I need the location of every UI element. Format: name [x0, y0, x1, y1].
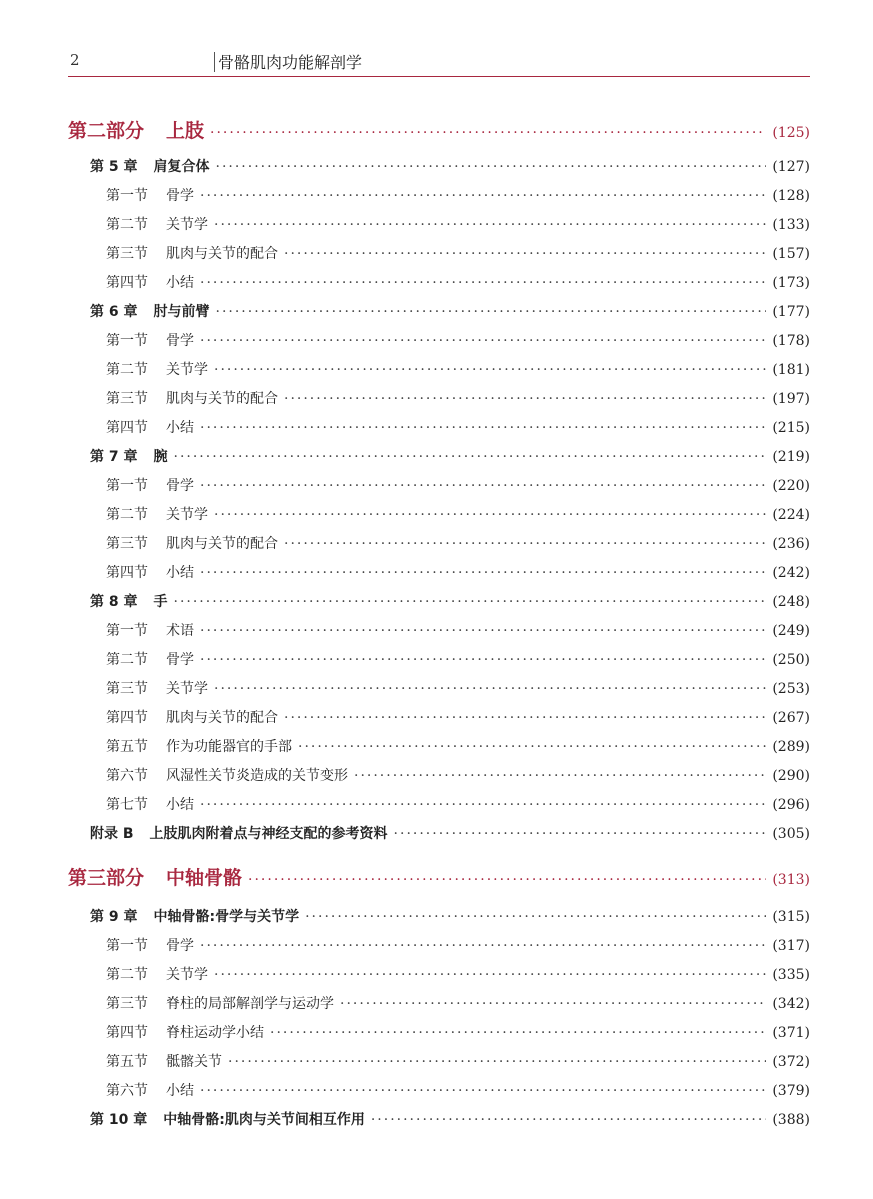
toc-part-row[interactable] [68, 116, 810, 143]
toc-label: 第二部分 [68, 120, 145, 142]
toc-section-row[interactable] [106, 1051, 810, 1071]
toc-title: 上肢肌肉附着点与神经支配的参考资料 [149, 826, 388, 842]
toc-page-number: (133) [772, 217, 810, 233]
toc-page-number: (128) [772, 188, 810, 204]
toc-section-row[interactable] [106, 993, 810, 1013]
toc-title: 关节学 [166, 362, 208, 378]
toc-page-number: (125) [772, 125, 810, 141]
toc-page-number: (250) [772, 652, 810, 668]
dot-leader [284, 536, 766, 552]
toc-entry-text [106, 707, 278, 727]
toc-page-number: (372) [772, 1054, 810, 1070]
dot-leader [248, 872, 766, 888]
toc-label: 第七节 [106, 797, 148, 813]
dot-leader [214, 362, 766, 378]
toc-title: 肌肉与关节的配合 [166, 391, 278, 407]
toc-label: 第一节 [106, 478, 148, 494]
dot-leader [216, 304, 767, 320]
toc-section-row[interactable] [106, 475, 810, 495]
toc-section-row[interactable] [106, 707, 810, 727]
toc-page-number: (315) [772, 909, 810, 925]
toc-title: 小结 [166, 797, 194, 813]
toc-page-number: (224) [772, 507, 810, 523]
toc-entry-text [106, 330, 194, 350]
toc-label: 附录 B [90, 826, 134, 842]
toc-entry-text [106, 359, 208, 379]
toc-title: 骨学 [166, 188, 194, 204]
toc-entry-text [90, 591, 168, 611]
dot-leader [174, 449, 767, 465]
toc-section-row[interactable] [106, 359, 810, 379]
toc-label: 第二节 [106, 217, 148, 233]
running-header [68, 48, 810, 77]
toc-entry-text [106, 964, 208, 984]
toc-label: 第六节 [106, 1083, 148, 1099]
toc-entry-text [106, 272, 194, 292]
dot-leader [284, 710, 766, 726]
toc-label: 第五节 [106, 1054, 148, 1070]
toc-label: 第三节 [106, 536, 148, 552]
toc-page-number: (317) [772, 938, 810, 954]
book-title: 骨骼肌肉功能解剖学 [218, 53, 363, 72]
toc-entry-text [106, 1022, 264, 1042]
toc-section-row[interactable] [106, 649, 810, 669]
toc-label: 第 9 章 [90, 909, 138, 925]
toc-section-row[interactable] [106, 1080, 810, 1100]
dot-leader [284, 246, 766, 262]
dot-leader [200, 333, 766, 349]
toc-title: 脊柱运动学小结 [166, 1025, 264, 1041]
toc-title: 肌肉与关节的配合 [166, 710, 278, 726]
toc-entry-text [90, 823, 388, 843]
toc-label: 第二节 [106, 967, 148, 983]
dot-leader [270, 1025, 766, 1041]
toc-chapter-row[interactable] [90, 823, 810, 843]
dot-leader [284, 391, 766, 407]
toc-entry-text [90, 906, 299, 926]
toc-chapter-row[interactable] [90, 906, 810, 926]
toc-title: 关节学 [166, 217, 208, 233]
toc-label: 第 8 章 [90, 594, 138, 610]
toc-title: 骶髂关节 [166, 1054, 222, 1070]
toc-page-number: (335) [772, 967, 810, 983]
dot-leader [214, 217, 766, 233]
toc-label: 第四节 [106, 275, 148, 291]
toc-entry-text [106, 765, 348, 785]
toc-page-number: (388) [772, 1112, 810, 1128]
toc-page-number: (219) [772, 449, 810, 465]
dot-leader [354, 768, 766, 784]
dot-leader [200, 623, 766, 639]
toc-page-number: (127) [772, 159, 810, 175]
toc-title: 关节学 [166, 681, 208, 697]
dot-leader [214, 681, 766, 697]
toc-section-row[interactable] [106, 562, 810, 582]
toc-section-row[interactable] [106, 330, 810, 350]
toc-entry-text [90, 446, 168, 466]
toc-label: 第 7 章 [90, 449, 138, 465]
toc-title: 脊柱的局部解剖学与运动学 [166, 996, 334, 1012]
toc-entry-text [106, 214, 208, 234]
toc-title: 风湿性关节炎造成的关节变形 [166, 768, 348, 784]
toc-entry-text [90, 301, 210, 321]
toc-title: 肌肉与关节的配合 [166, 246, 278, 262]
toc-entry-text [106, 417, 194, 437]
dot-leader [305, 909, 766, 925]
toc-label: 第三节 [106, 681, 148, 697]
toc-page-number: (173) [772, 275, 810, 291]
toc-page-number: (236) [772, 536, 810, 552]
page-number: 2 [70, 51, 80, 69]
toc-title: 小结 [166, 565, 194, 581]
dot-leader [298, 739, 766, 755]
toc-section-row[interactable] [106, 935, 810, 955]
toc-entry-text [106, 185, 194, 205]
dot-leader [214, 507, 766, 523]
dot-leader [216, 159, 767, 175]
toc-section-row[interactable] [106, 214, 810, 234]
toc-entry-text [106, 475, 194, 495]
toc-title: 中轴骨骼 [166, 867, 243, 889]
toc-section-row[interactable] [106, 964, 810, 984]
toc-title: 关节学 [166, 967, 208, 983]
toc-title: 上肢 [166, 120, 205, 142]
dot-leader [371, 1112, 767, 1128]
toc-entry-text [106, 993, 334, 1013]
toc-label: 第二节 [106, 362, 148, 378]
toc-label: 第一节 [106, 188, 148, 204]
toc-page-number: (248) [772, 594, 810, 610]
toc-title: 腕 [153, 449, 168, 465]
toc-page-number: (296) [772, 797, 810, 813]
toc-page-number: (253) [772, 681, 810, 697]
dot-leader [394, 826, 767, 842]
toc-page-number: (177) [772, 304, 810, 320]
toc-entry-text [68, 863, 242, 890]
dot-leader [200, 797, 766, 813]
toc-label: 第一节 [106, 938, 148, 954]
dot-leader [200, 565, 766, 581]
dot-leader [200, 1083, 766, 1099]
toc-label: 第二节 [106, 507, 148, 523]
toc-chapter-row[interactable] [90, 156, 810, 176]
dot-leader [200, 275, 766, 291]
toc-section-row[interactable] [106, 185, 810, 205]
toc-page-number: (197) [772, 391, 810, 407]
toc-label: 第三节 [106, 996, 148, 1012]
toc-page-number: (242) [772, 565, 810, 581]
toc-label: 第二节 [106, 652, 148, 668]
toc-label: 第六节 [106, 768, 148, 784]
toc-section-row[interactable] [106, 765, 810, 785]
header-divider [214, 52, 215, 72]
toc-entry-text [90, 1109, 365, 1129]
toc-label: 第三部分 [68, 867, 145, 889]
toc-label: 第一节 [106, 333, 148, 349]
toc-label: 第一节 [106, 623, 148, 639]
toc-entry-text [106, 562, 194, 582]
toc-entry-text [90, 156, 210, 176]
dot-leader [200, 938, 766, 954]
toc-label: 第 6 章 [90, 304, 138, 320]
toc-label: 第四节 [106, 1025, 148, 1041]
toc-section-row[interactable] [106, 1022, 810, 1042]
toc-entry-text [106, 794, 194, 814]
toc-section-row[interactable] [106, 388, 810, 408]
toc-entry-text [106, 1051, 222, 1071]
toc-title: 骨学 [166, 652, 194, 668]
toc-page-number: (181) [772, 362, 810, 378]
toc-page-number: (290) [772, 768, 810, 784]
toc-entry-text [106, 1080, 194, 1100]
toc-page-number: (305) [772, 826, 810, 842]
toc-page-number: (157) [772, 246, 810, 262]
toc-entry-text [106, 504, 208, 524]
toc-title: 肘与前臂 [153, 304, 210, 320]
toc-section-row[interactable] [106, 504, 810, 524]
toc-title: 关节学 [166, 507, 208, 523]
dot-leader [174, 594, 767, 610]
dot-leader [228, 1054, 766, 1070]
dot-leader [200, 420, 766, 436]
toc-title: 作为功能器官的手部 [166, 739, 292, 755]
toc-title: 骨学 [166, 478, 194, 494]
toc-page-number: (371) [772, 1025, 810, 1041]
toc-chapter-row[interactable] [90, 1109, 810, 1129]
toc-chapter-row[interactable] [90, 446, 810, 466]
toc-entry-text [106, 243, 278, 263]
toc-title: 术语 [166, 623, 194, 639]
toc-page-number: (313) [772, 872, 810, 888]
toc-section-row[interactable] [106, 533, 810, 553]
toc-label: 第 10 章 [90, 1112, 148, 1128]
toc-page-number: (215) [772, 420, 810, 436]
toc-page-number: (342) [772, 996, 810, 1012]
dot-leader [200, 188, 766, 204]
toc-label: 第三节 [106, 246, 148, 262]
toc-title: 手 [153, 594, 168, 610]
toc-title: 肌肉与关节的配合 [166, 536, 278, 552]
toc-entry-text [106, 620, 194, 640]
dot-leader [200, 478, 766, 494]
toc-label: 第五节 [106, 739, 148, 755]
toc-label: 第 5 章 [90, 159, 138, 175]
toc-label: 第三节 [106, 391, 148, 407]
toc-chapter-row[interactable] [90, 591, 810, 611]
toc-entry-text [106, 736, 292, 756]
toc-section-row[interactable] [106, 736, 810, 756]
toc-entry-text [106, 533, 278, 553]
toc-chapter-row[interactable] [90, 301, 810, 321]
toc-title: 中轴骨骼:肌肉与关节间相互作用 [163, 1112, 365, 1128]
toc-entry-text [106, 935, 194, 955]
toc-label: 第四节 [106, 420, 148, 436]
toc-title: 小结 [166, 1083, 194, 1099]
toc-section-row[interactable] [106, 417, 810, 437]
dot-leader [214, 967, 766, 983]
toc-page-number: (220) [772, 478, 810, 494]
toc-label: 第四节 [106, 565, 148, 581]
toc-section-row[interactable] [106, 620, 810, 640]
dot-leader [200, 652, 766, 668]
toc-part-row[interactable] [68, 863, 810, 890]
toc-section-row[interactable] [106, 794, 810, 814]
toc-page-number: (379) [772, 1083, 810, 1099]
toc-section-row[interactable] [106, 243, 810, 263]
toc-section-row[interactable] [106, 272, 810, 292]
toc-title: 肩复合体 [153, 159, 210, 175]
toc-entry-text [106, 678, 208, 698]
toc-label: 第四节 [106, 710, 148, 726]
toc-title: 中轴骨骼:骨学与关节学 [153, 909, 300, 925]
toc-title: 小结 [166, 275, 194, 291]
toc-title: 骨学 [166, 938, 194, 954]
dot-leader [340, 996, 766, 1012]
toc-page-number: (289) [772, 739, 810, 755]
toc-entry-text [106, 649, 194, 669]
toc-page-number: (178) [772, 333, 810, 349]
toc-title: 骨学 [166, 333, 194, 349]
toc-page-number: (267) [772, 710, 810, 726]
toc-title: 小结 [166, 420, 194, 436]
toc-section-row[interactable] [106, 678, 810, 698]
toc-entry-text [106, 388, 278, 408]
toc-entry-text [68, 116, 204, 143]
dot-leader [210, 125, 766, 141]
toc-page-number: (249) [772, 623, 810, 639]
